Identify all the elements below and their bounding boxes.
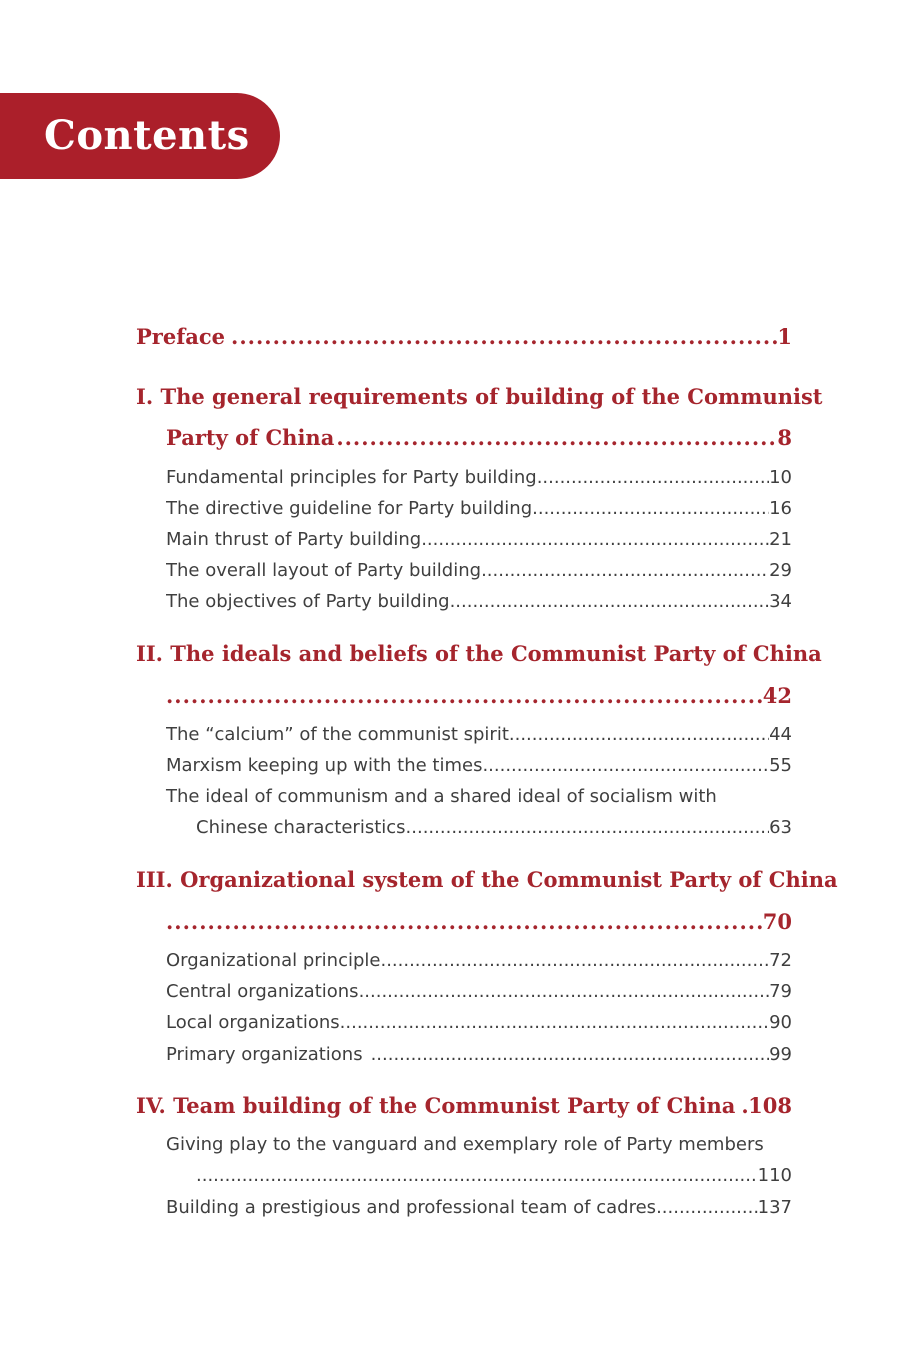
toc-subentry[interactable]	[166, 1042, 792, 1068]
dot-leader	[481, 558, 769, 584]
dot-leader	[450, 589, 770, 615]
dot-leader	[537, 465, 769, 491]
toc-page-number: 79	[769, 981, 792, 1002]
toc-section-3-title[interactable]: III. Organizational system of the Communist Party of China	[136, 867, 838, 892]
toc-entry-label: Chinese characteristics	[196, 817, 406, 838]
toc-entry-label: Local organizations	[166, 1012, 340, 1033]
toc-page-number: 42	[762, 683, 792, 708]
toc-entry-label: Marxism keeping up with the times	[166, 755, 483, 776]
toc-page-number: 16	[769, 498, 792, 519]
dot-leader	[371, 1042, 770, 1068]
toc-entry-label: The overall layout of Party building	[166, 560, 482, 581]
toc-section-1-continuation[interactable]	[166, 423, 792, 453]
toc-page-number: 108	[748, 1093, 792, 1118]
toc-entry-label: Primary organizations	[166, 1044, 363, 1065]
toc-page-number: 137	[757, 1197, 792, 1218]
toc-subentry[interactable]	[166, 1010, 792, 1036]
dot-leader	[166, 907, 763, 937]
dot-leader	[741, 1091, 748, 1121]
toc-entry-label: Fundamental principles for Party building	[166, 467, 537, 488]
toc-entry-label: The objectives of Party building	[166, 591, 450, 612]
toc-subentry[interactable]	[166, 979, 792, 1005]
toc-entry-label: Organizational principle	[166, 950, 381, 971]
dot-leader	[196, 1163, 758, 1189]
toc-entry-label: Central organizations	[166, 981, 359, 1002]
toc-subentry-line[interactable]: The ideal of communism and a shared ideal of socialism with	[166, 786, 717, 807]
dot-leader	[656, 1195, 758, 1221]
toc-section-1-title[interactable]: I. The general requirements of building of the Communist	[136, 384, 823, 409]
dot-leader	[380, 948, 769, 974]
dot-leader	[336, 423, 777, 453]
toc-subentry[interactable]	[166, 753, 792, 779]
toc-subentry[interactable]	[166, 465, 792, 491]
dot-leader	[509, 722, 769, 748]
toc-page-number: 34	[769, 591, 792, 612]
toc-section-3-continuation[interactable]	[166, 907, 792, 937]
toc-page-number: 10	[769, 467, 792, 488]
toc-subentry[interactable]	[196, 1163, 792, 1189]
toc-page-number: 8	[777, 425, 792, 450]
toc-entry-label: Building a prestigious and professional team of cadres	[166, 1197, 657, 1218]
toc-subentry[interactable]	[196, 815, 792, 841]
toc-entry-label: The directive guideline for Party building	[166, 498, 533, 519]
dot-leader	[482, 753, 769, 779]
toc-subentry[interactable]	[166, 948, 792, 974]
toc-page-number: 55	[769, 755, 792, 776]
toc-page-number: 29	[769, 560, 792, 581]
toc-subentry-line[interactable]: Giving play to the vanguard and exemplary role of Party members	[166, 1134, 764, 1155]
page-title: Contents	[44, 112, 250, 159]
toc-section-2-title[interactable]: II. The ideals and beliefs of the Communist Party of China	[136, 641, 822, 666]
toc-subentry[interactable]	[166, 558, 792, 584]
toc-section-4-title[interactable]	[136, 1091, 792, 1121]
dot-leader	[532, 496, 769, 522]
toc-section-2-continuation[interactable]	[166, 681, 792, 711]
toc-page-number: 1	[777, 324, 792, 349]
toc-subentry[interactable]	[166, 496, 792, 522]
dot-leader	[340, 1010, 769, 1036]
toc-entry-label: Preface	[136, 324, 226, 349]
toc-page-number: 72	[769, 950, 792, 971]
toc-page-number: 99	[769, 1044, 792, 1065]
toc-page-number: 110	[757, 1165, 792, 1186]
toc-page-number: 90	[769, 1012, 792, 1033]
dot-leader	[359, 979, 770, 1005]
dot-leader	[421, 527, 769, 553]
toc-page-number: 21	[769, 529, 792, 550]
toc-entry-label: Party of China	[166, 425, 335, 450]
toc-subentry[interactable]	[166, 589, 792, 615]
dot-leader	[231, 322, 777, 352]
toc-entry-label: The “calcium” of the communist spirit	[166, 724, 509, 745]
toc-page-number: 63	[769, 817, 792, 838]
toc-entry-preface[interactable]	[136, 322, 792, 352]
toc-subentry[interactable]	[166, 1195, 792, 1221]
toc-entry-label: IV. Team building of the Communist Party of China	[136, 1093, 736, 1118]
toc-page-number: 70	[762, 909, 792, 934]
toc-subentry[interactable]	[166, 527, 792, 553]
toc-page-number: 44	[769, 724, 792, 745]
toc-subentry[interactable]	[166, 722, 792, 748]
dot-leader	[166, 681, 763, 711]
toc-entry-label: Main thrust of Party building	[166, 529, 422, 550]
dot-leader	[406, 815, 770, 841]
